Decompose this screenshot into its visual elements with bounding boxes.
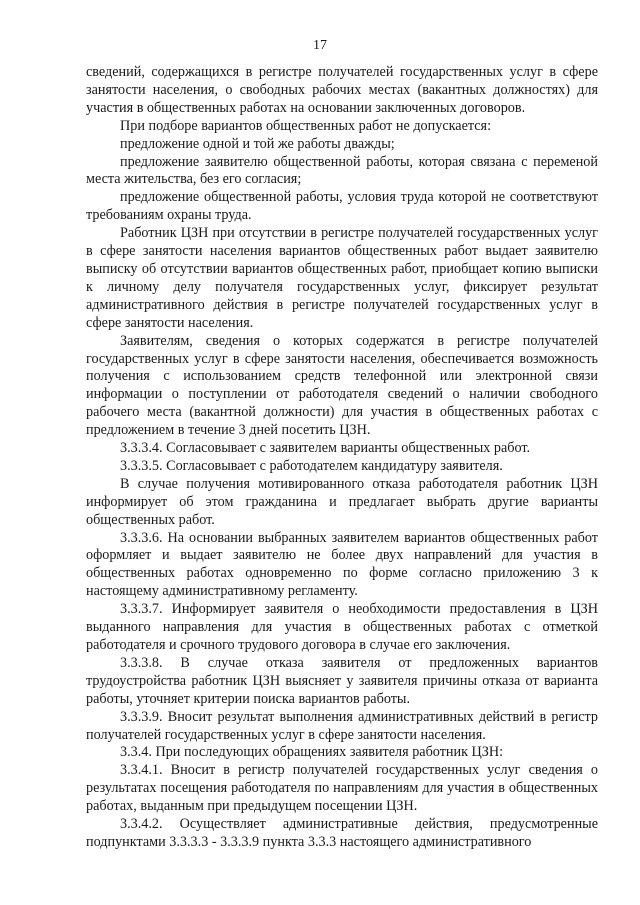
page-number: 17	[313, 38, 327, 53]
paragraph: В случае получения мотивированного отказа работодателя работник ЦЗН информирует об этом гражданина и предлагает выбрать другие варианты общественных работ.	[86, 475, 598, 528]
paragraph: 3.3.3.9. Вносит результат выполнения административных действий в регистр получателей государственных услуг в сфере занятости населения.	[86, 708, 598, 743]
paragraph: 3.3.3.4. Согласовывает с заявителем варианты общественных работ.	[120, 440, 531, 457]
paragraph: 3.3.4.2. Осуществляет административные действия, предусмотренные подпунктами 3.3.3.3 - 3.3.3.9 пункта 3.3.3 настоящего административного	[86, 816, 598, 850]
document-body	[86, 64, 598, 852]
paragraph: 3.3.4.1. Вносит в регистр получателей государственных услуг сведения о результатах посещения работодателя по направлениям для участия в общественных работах, выданным при предыдущем посещении ЦЗН.	[86, 762, 598, 815]
paragraph: 3.3.4. При последующих обращениях заявителя работник ЦЗН:	[120, 744, 504, 761]
paragraph: Заявителям, сведения о которых содержатся в регистре получателей государственных услуг в сфере занятости населения, обеспечивается возможность получения с использованием средств телефонной или электронной связи информации о поступлении от работодателя сведений о наличии свободного рабочего места (вакантной должности) для участия в общественных работах с предложением в течение 3 дней посетить ЦЗН.	[86, 332, 598, 439]
paragraph: При подборе вариантов общественных работ не допускается:	[120, 117, 492, 134]
list-item: предложение одной и той же работы дважды;	[120, 135, 395, 152]
paragraph: Работник ЦЗН при отсутствии в регистре получателей государственных услуг в сфере занятости населения вариантов общественных работ выдает заявителю выписку об отсутствии вариантов общественных работ, приобщает копию выписки к личному делу получателя государственных услуг, фиксирует результат административного действия в регистре получателей государственных услуг в сфере занятости населения.	[86, 225, 598, 331]
paragraph: 3.3.3.5. Согласовывает с работодателем кандидатуру заявителя.	[120, 457, 503, 474]
list-item: предложение общественной работы, условия труда которой не соответствуют требованиям охраны труда.	[86, 189, 598, 224]
paragraph: сведений, содержащихся в регистре получателей государственных услуг в сфере занятости населения, о свободных рабочих местах (вакантных должностях) для участия в общественных работах на основании заключенных договоров.	[86, 64, 598, 116]
paragraph: 3.3.3.8. В случае отказа заявителя от предложенных вариантов трудоустройства работник ЦЗН выясняет у заявителя причины отказа от варианта работы, уточняет критерии поиска вариантов работы.	[86, 654, 598, 707]
paragraph: 3.3.3.6. На основании выбранных заявителем вариантов общественных работ оформляет и выдает заявителю не более двух направлений для участия в общественных работах одновременно по форме согласно приложению 3 к настоящему административному регламенту.	[86, 529, 598, 600]
paragraph: 3.3.3.7. Информирует заявителя о необходимости предоставления в ЦЗН выданного направления для участия в общественных работах с отметкой работодателя и срочного трудового договора в случае его заключения.	[86, 601, 598, 653]
list-item: предложение заявителю общественной работы, которая связана с переменой места жительства, без его согласия;	[86, 153, 598, 188]
